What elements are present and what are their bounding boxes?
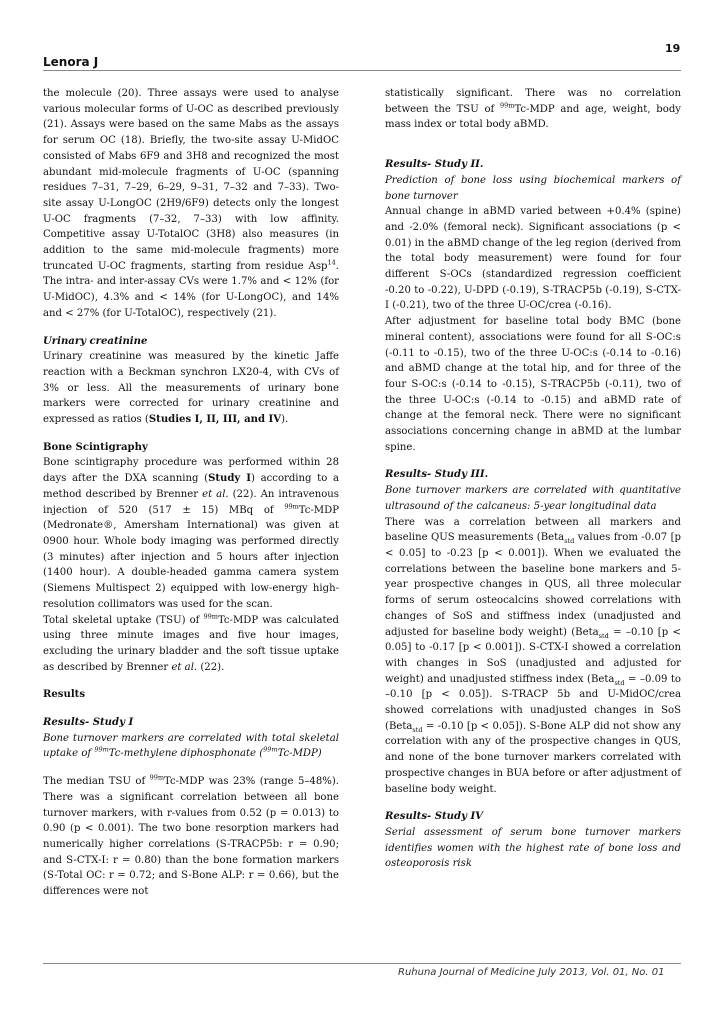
- paragraph-median-tsu: The median TSU of $^{99m}$Tc-MDP was 23% (range 5–48%). There was a significant correlation between all bone turnover markers, with r-values from 0.52 (p = 0.013) to 0.90 (p < 0.001). The two bone resorption markers had numerically higher correlations (S-TRACP5b: r = 0.90; and S-CTX-I: r = 0.80) than the bone formation markers (S-Total OC: r = 0.72; and S-Bone ALP: r = 0.66), but the differences were not: [43, 773, 339, 898]
- left-column: [43, 86, 339, 900]
- paragraph-adjustment: After adjustment for baseline total body BMC (bone mineral content), associations were found for all S-OC:s (-0.11 to -0.15), two of the three U-OC:s (-0.14 to -0.16) and aBMD change at the total hip, and for three of the four S-OC:s (-0.14 to -0.15), S-TRACP5b (-0.11), two of the three U-OC:s (-0.14 to -0.15) and aBMD rate of change at the femoral neck. There were no significant associations concerning change in aBMD at the lumbar spine.: [385, 316, 681, 453]
- header-rule: [43, 70, 681, 71]
- running-header-author: Lenora J: [43, 55, 99, 69]
- subheading-study-4: Serial assessment of serum bone turnover markers identifies women with the highest rate of bone loss and osteoporosis risk: [385, 826, 681, 870]
- paragraph-bone-scintigraphy: Bone scintigraphy procedure was performed within 28 days after the DXA scanning (Study I) according to a method described by Brenner et al. (22). An intravenous injection of 520 (517 ± 15) MBq of $^{99m}$Tc-MDP (Medronate®, Amersham International) was given at 0900 hour. Whole body imaging was performed directly (3 minutes) after injection and 5 hours after injection (1400 hour). A double-headed gamma camera system (Siemens Multispect 2) equipped with low-energy high-resolution collimators was used for the scan.: [43, 457, 339, 610]
- heading-bone-scintigraphy: Bone Scintigraphy: [43, 441, 148, 453]
- heading-results-study-4: Results- Study IV: [385, 811, 483, 823]
- paragraph-urinary-creatinine: Urinary creatinine was measured by the kinetic Jaffe reaction with a Beckman synchron LX20-4, with CVs of 3% or less. All the measurements of urinary bone markers were corrected for urinary creatinine and expressed as ratios (Studies I, II, III, and IV).: [43, 351, 339, 426]
- subheading-study-3: Bone turnover markers are correlated with quantitative ultrasound of the calcaneus: 5-year longitudinal data: [385, 485, 681, 512]
- right-column: [385, 86, 681, 872]
- footer-rule: [43, 963, 681, 964]
- heading-results-study-1: Results- Study I: [43, 717, 134, 729]
- page-number: 19: [665, 42, 681, 55]
- journal-footer: Ruhuna Journal of Medicine July 2013, Vol. 01, No. 01: [398, 967, 665, 978]
- subheading-study-2: Prediction of bone loss using biochemical markers of bone turnover: [385, 174, 681, 202]
- paragraph-qus-correlation: There was a correlation between all markers and baseline QUS measurements (Beta$_{std}$ values from -0.07 [p < 0.05] to -0.23 [p < 0.001]). When we evaluated the correlations between the baseline bone markers and 5-year prospective changes in QUS, all three molecular forms of serum osteocalcins showed correlations with changes of SoS and stiffness index (unadjusted and adjusted for baseline body weight) (Beta$_{std}$ = –0.10 [p < 0.05] to -0.17 [p < 0.001]). S-CTX-I showed a correlation with changes in SoS (unadjusted and adjusted for weight) and unadjusted stiffness index (Beta$_{std}$ = –0.09 to –0.10 [p < 0.05]). S-TRACP 5b and U-MidOC/crea showed correlations with unadjusted changes in SoS (Beta$_{std}$ = -0.10 [p < 0.05]). S-Bone ALP did not show any correlation with any of the prospective changes in QUS, and none of the bone turnover markers correlated with prospective changes in BUA before or after adjustment of baseline body weight.: [385, 516, 681, 795]
- paragraph-tsu-continued: statistically significant. There was no correlation between the TSU of $^{99m}$Tc-MDP and age, weight, body mass index or total body aBMD.: [385, 88, 681, 131]
- heading-urinary-creatinine: Urinary creatinine: [43, 335, 148, 347]
- paragraph-annual-change: Annual change in aBMD varied between +0.4% (spine) and -2.0% (femoral neck). Significant associations (p < 0.01) in the aBMD change of the leg region (derived from the total body measurement) were found for four different S-OCs (standardized regression coefficient -0.20 to -0.22), U-DPD (-0.19), S-TRACP5b (-0.19), S-CTX-I (-0.21), two of the three U-OC/crea (-0.16).: [385, 206, 681, 312]
- subheading-study-1: Bone turnover markers are correlated with total skeletal uptake of $^{99m}$Tc-methylene diphosphonate ($^{99m}$Tc-MDP): [43, 732, 339, 760]
- paragraph-tsu: Total skeletal uptake (TSU) of $^{99m}$Tc-MDP was calculated using three minute images and five hour images, excluding the urinary bladder and the soft tissue uptake as described by Brenner et al. (22).: [43, 612, 339, 673]
- heading-results-study-3: Results- Study III.: [385, 469, 489, 481]
- paragraph-uoc-assays: the molecule (20). Three assays were used to analyse various molecular forms of U-OC as described previously (21). Assays were based on the same Mabs as the assays for serum OC (18). Briefly, the two-site assay U-MidOC consisted of Mabs 6F9 and 3H8 and recognized the most abundant mid-molecule fragments of U-OC (spanning residues 7–31, 7–29, 6–29, 9–31, 7–32 and 7–33). Two-site assay U-LongOC (2H9/6F9) detects only the longest U-OC fragments (7–32, 7–33) with low affinity. Competitive assay U-TotalOC (3H8) also measures (in addition to the same mid-molecule fragments) more truncated U-OC fragments, starting from residue Asp$^{14}$. The intra- and inter-assay CVs were 1.7% and < 12% (for U-MidOC), 4.3% and < 14% (for U-LongOC), and 14% and < 27% (for U-TotalOC), respectively (21).: [43, 88, 339, 319]
- heading-results-study-2: Results- Study II.: [385, 159, 484, 171]
- heading-results: Results: [43, 689, 86, 701]
